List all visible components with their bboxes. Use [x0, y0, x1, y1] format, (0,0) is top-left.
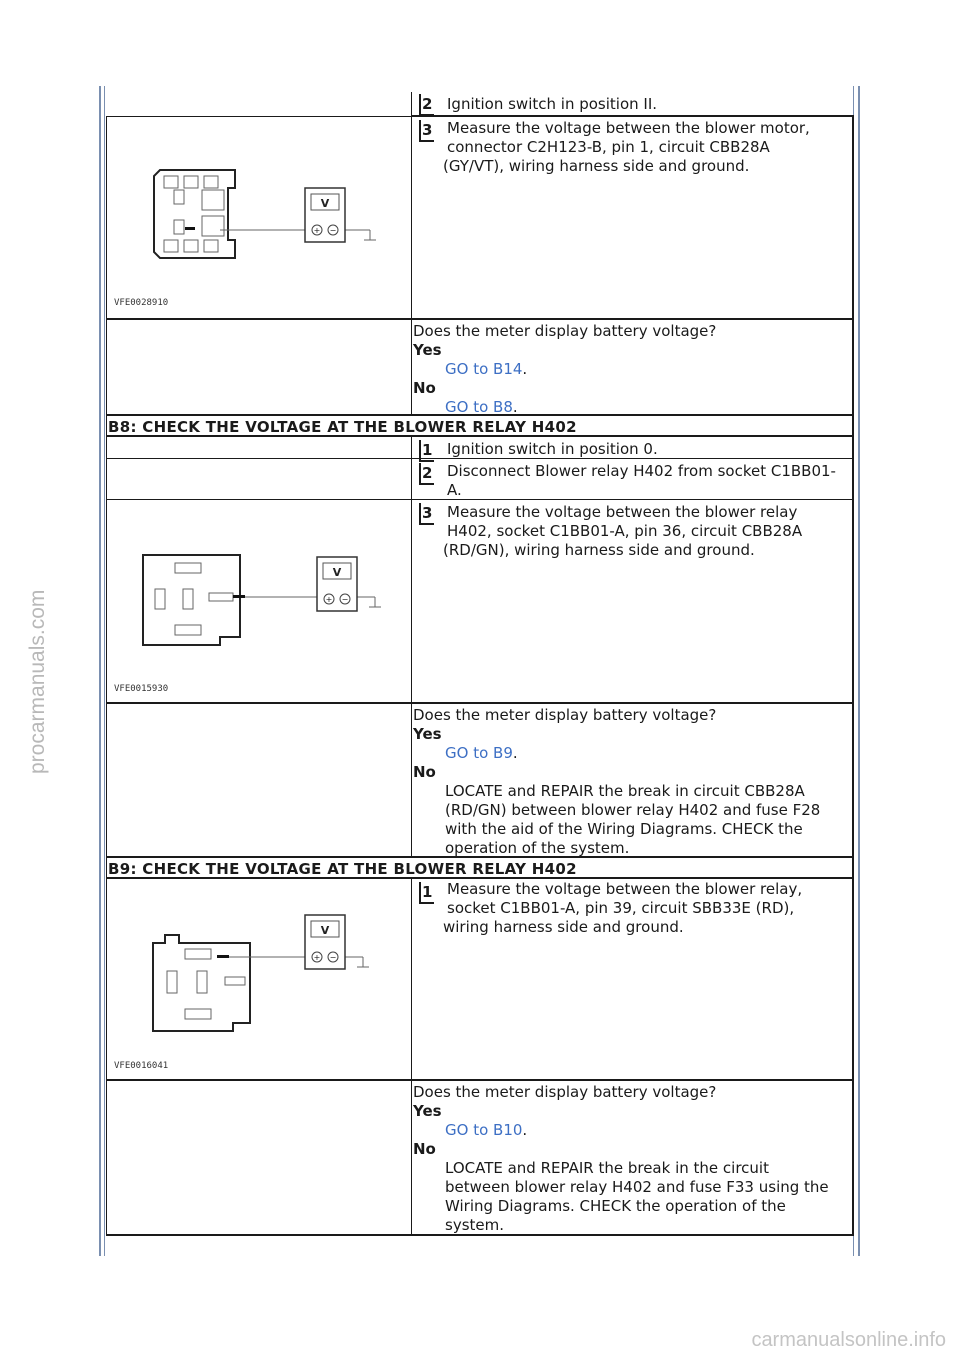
step-text: connector C2H123-B, pin 1, circuit CBB28A — [447, 138, 770, 156]
step-text: (RD/GN), wiring harness side and ground. — [443, 541, 755, 559]
step-number: 3 — [419, 503, 434, 525]
no-label: No — [413, 1140, 436, 1158]
svg-text:+: + — [313, 953, 321, 962]
column-divider-3 — [411, 878, 412, 1236]
step-text: Disconnect Blower relay H402 from socket C1BB01- — [447, 462, 836, 480]
section-header-b9: B9: CHECK THE VOLTAGE AT THE BLOWER RELAY H402 — [108, 860, 577, 878]
relay-socket-voltage-diagram — [145, 905, 395, 1035]
row-rule — [106, 702, 854, 704]
period: . — [522, 360, 528, 378]
row-rule — [106, 1079, 854, 1081]
step-text: Measure the voltage between the blower relay — [447, 503, 798, 521]
yes-label: Yes — [413, 725, 442, 743]
section-header-b8: B8: CHECK THE VOLTAGE AT THE BLOWER RELAY H402 — [108, 418, 577, 436]
step-text: A. — [447, 481, 462, 499]
figure-id: VFE0028910 — [114, 298, 169, 308]
connector-voltage-diagram — [140, 160, 390, 270]
period: . — [512, 744, 518, 762]
period: . — [522, 1121, 528, 1139]
step-number: 1 — [419, 440, 434, 462]
question-text: Does the meter display battery voltage? — [413, 1083, 717, 1101]
step-number: 1 — [419, 882, 434, 904]
yes-answer — [445, 744, 518, 763]
svg-text:+: + — [313, 226, 321, 235]
page-border-right-outer — [858, 86, 860, 1256]
go-to-b8-link[interactable]: GO to B8 — [445, 398, 513, 416]
meter-label: V — [332, 566, 342, 579]
step-text: Ignition switch in position 0. — [447, 440, 658, 458]
row-rule — [106, 318, 854, 320]
no-answer-text: Wiring Diagrams. CHECK the operation of the — [445, 1197, 786, 1215]
figure-id: VFE0016041 — [114, 1061, 169, 1071]
meter-label: V — [320, 197, 330, 210]
table-right-edge — [852, 116, 854, 1236]
svg-text:−: − — [329, 226, 337, 235]
step-number: 2 — [419, 94, 434, 116]
no-answer-text: LOCATE and REPAIR the break in the circuit — [445, 1159, 769, 1177]
no-answer-text: (RD/GN) between blower relay H402 and fuse F28 — [445, 801, 821, 819]
meter-label: V — [320, 924, 330, 937]
row-rule — [106, 116, 412, 117]
row-rule — [106, 458, 412, 459]
step-text: Measure the voltage between the blower motor, — [447, 119, 810, 137]
step-number: 3 — [419, 120, 434, 142]
question-text: Does the meter display battery voltage? — [413, 322, 717, 340]
go-to-b14-link[interactable]: GO to B14 — [445, 360, 523, 378]
relay-socket-voltage-diagram — [135, 545, 395, 655]
no-label: No — [413, 763, 436, 781]
yes-label: Yes — [413, 1102, 442, 1120]
step-text: Measure the voltage between the blower relay, — [447, 880, 803, 898]
go-to-b9-link[interactable]: GO to B9 — [445, 744, 513, 762]
svg-text:−: − — [341, 595, 349, 604]
yes-answer — [445, 360, 527, 379]
period: . — [512, 398, 518, 416]
step-text: (GY/VT), wiring harness side and ground. — [443, 157, 750, 175]
side-watermark: procarmanuals.com — [26, 589, 49, 774]
figure-id: VFE0015930 — [114, 684, 169, 694]
no-answer-text: LOCATE and REPAIR the break in circuit CBB28A — [445, 782, 805, 800]
page-border-left-outer — [99, 86, 101, 1256]
table-left-edge — [106, 116, 107, 1236]
no-answer-text: system. — [445, 1216, 504, 1234]
step-text: wiring harness side and ground. — [443, 918, 684, 936]
no-answer-text: with the aid of the Wiring Diagrams. CHECK the — [445, 820, 803, 838]
no-label: No — [413, 379, 436, 397]
page-border-left-inner — [104, 86, 105, 1256]
no-answer-text: operation of the system. — [445, 839, 630, 857]
step-number: 2 — [419, 463, 434, 485]
row-rule — [411, 115, 854, 117]
step-text: Ignition switch in position II. — [447, 95, 658, 113]
go-to-b10-link[interactable]: GO to B10 — [445, 1121, 523, 1139]
yes-label: Yes — [413, 341, 442, 359]
svg-text:−: − — [329, 953, 337, 962]
yes-answer — [445, 1121, 527, 1140]
svg-text:+: + — [325, 595, 333, 604]
no-answer — [445, 398, 518, 417]
question-text: Does the meter display battery voltage? — [413, 706, 717, 724]
row-rule — [106, 499, 854, 500]
bottom-watermark: carmanualsonline.info — [751, 1329, 946, 1351]
no-answer-text: between blower relay H402 and fuse F33 using the — [445, 1178, 829, 1196]
step-text: socket C1BB01-A, pin 39, circuit SBB33E (RD), — [447, 899, 795, 917]
step-text: H402, socket C1BB01-A, pin 36, circuit CBB28A — [447, 522, 803, 540]
column-divider-1 — [411, 92, 412, 416]
